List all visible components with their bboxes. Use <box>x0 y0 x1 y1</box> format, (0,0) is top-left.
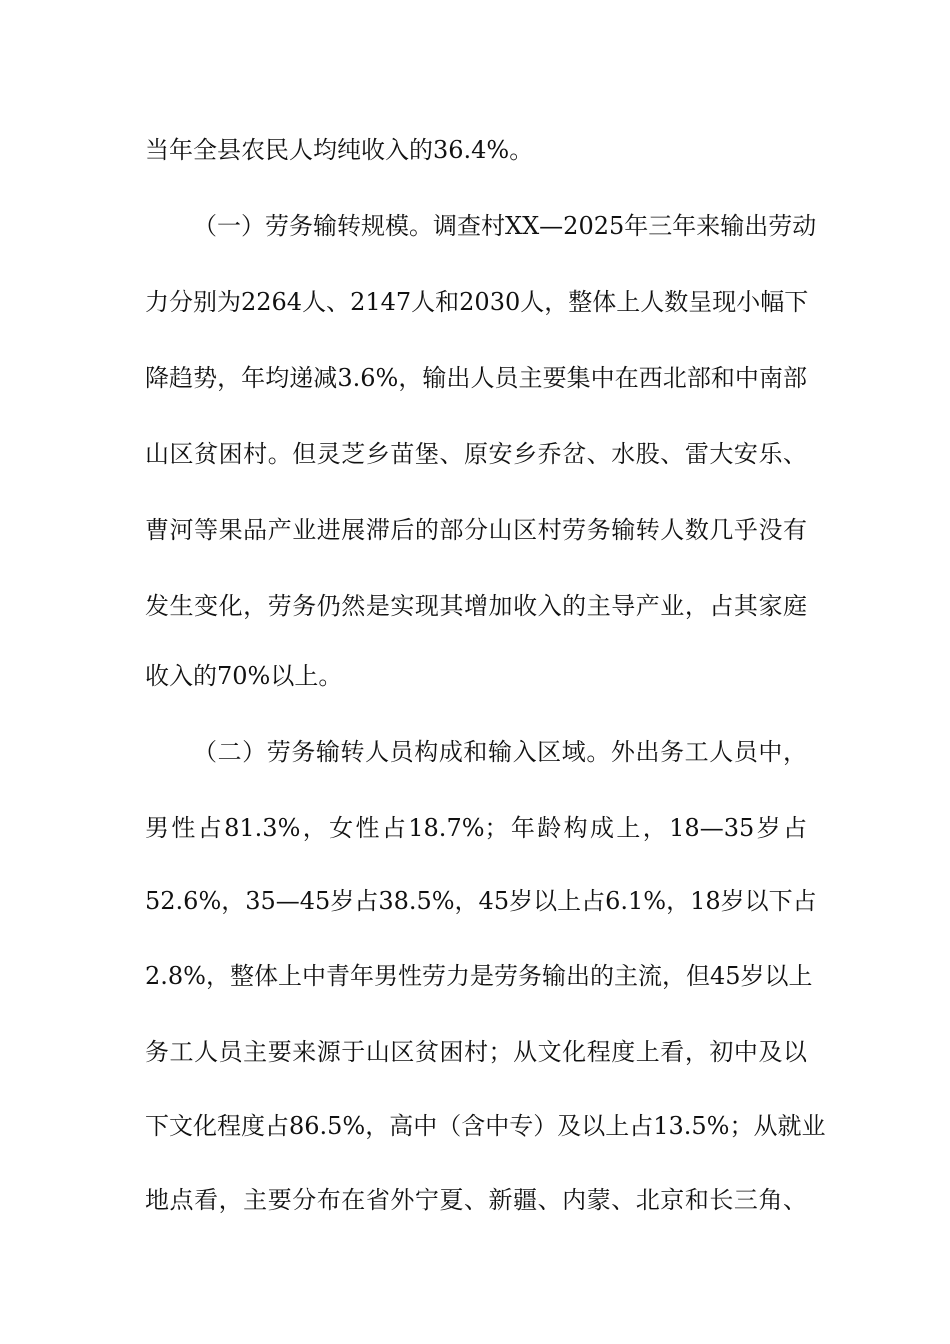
paragraph-heading-line: （二）劳务输转人员构成和输入区域。外出务工人员中， <box>193 738 807 766</box>
text-line: 降趋势，年均递减3.6%，输出人员主要集中在西北部和中南部 <box>145 364 807 392</box>
text-line: 2.8%，整体上中青年男性劳力是劳务输出的主流，但45岁以上 <box>145 962 813 990</box>
text-line: 收入的70%以上。 <box>145 662 343 690</box>
text-line: 男性占81.3%，女性占18.7%；年龄构成上，18—35岁占 <box>145 814 807 842</box>
text-line: 务工人员主要来源于山区贫困村；从文化程度上看，初中及以 <box>145 1038 807 1066</box>
paragraph-heading-line: （一）劳务输转规模。调查村XX—2025年三年来输出劳动 <box>193 212 817 240</box>
text-line: 曹河等果品产业进展滞后的部分山区村劳务输转人数几乎没有 <box>145 516 807 544</box>
text-line: 下文化程度占86.5%，高中（含中专）及以上占13.5%；从就业 <box>145 1112 826 1140</box>
text-line: 地点看，主要分布在省外宁夏、新疆、内蒙、北京和长三角、 <box>145 1186 807 1214</box>
text-line: 发生变化，劳务仍然是实现其增加收入的主导产业，占其家庭 <box>145 592 807 620</box>
text-line: 当年全县农民人均纯收入的36.4%。 <box>145 136 534 164</box>
text-line: 山区贫困村。但灵芝乡苗堡、原安乡乔岔、水股、雷大安乐、 <box>145 440 807 468</box>
text-line: 52.6%，35—45岁占38.5%，45岁以上占6.1%，18岁以下占 <box>145 887 817 915</box>
text-line: 力分别为2264人、2147人和2030人，整体上人数呈现小幅下 <box>145 288 809 316</box>
